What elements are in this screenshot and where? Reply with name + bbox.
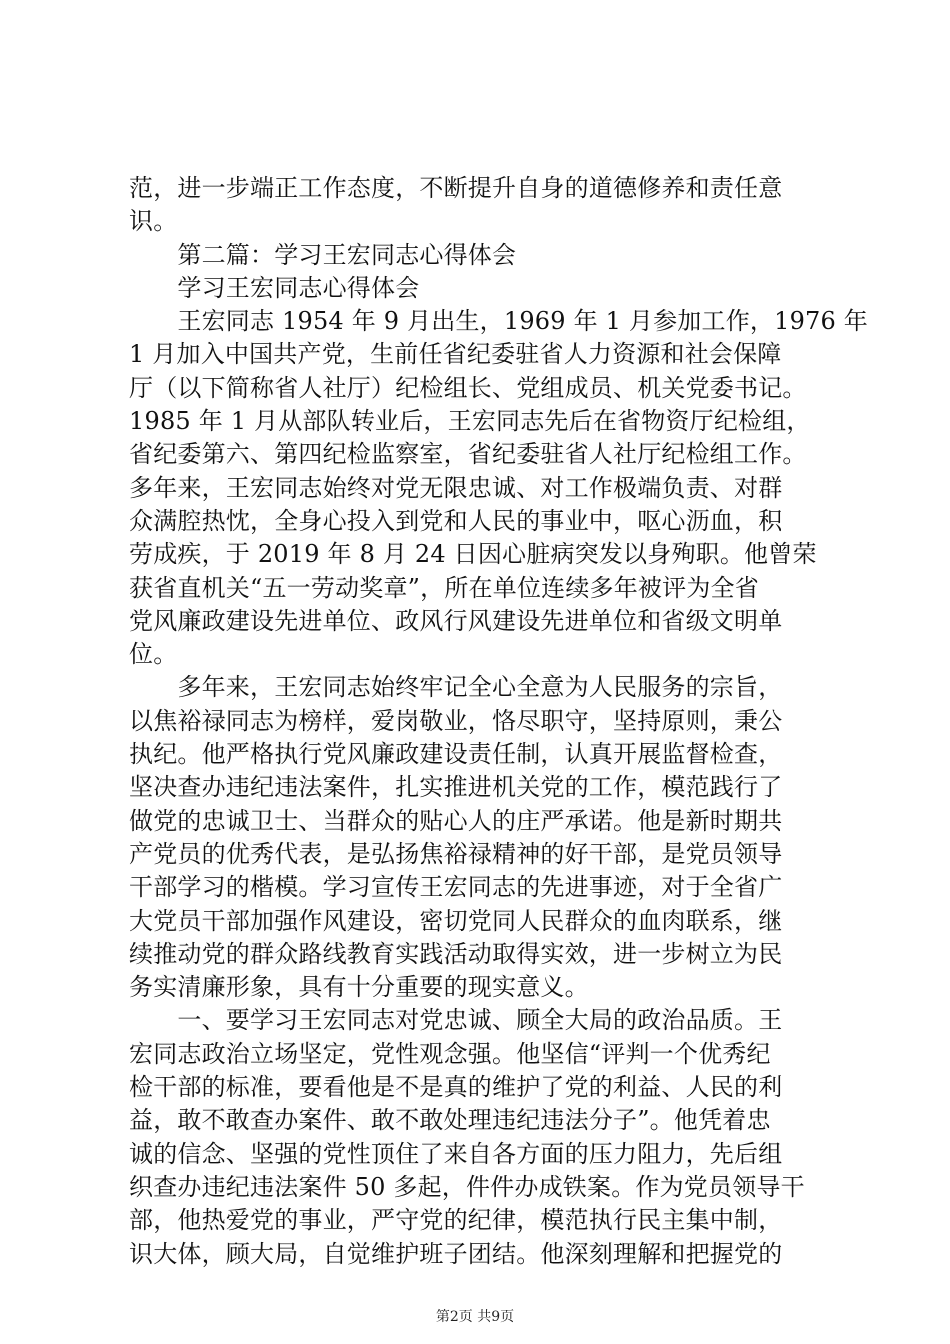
document-body [129,172,869,1271]
text-line: 诚的信念、坚强的党性顶住了来自各方面的压力阻力，先后组 [129,1139,783,1168]
text-line: 位。 [129,640,178,669]
text-line: 执纪。他严格执行党风廉政建设责任制，认真开展监督检查， [129,740,783,769]
text-line: 产党员的优秀代表，是弘扬焦裕禄精神的好干部，是党员领导 [129,839,783,868]
text-line: 厅（以下简称省人社厅）纪检组长、党组成员、机关党委书记。 [129,373,807,402]
text-line: 坚决查办违纪违法案件，扎实推进机关党的工作，模范践行了 [129,773,783,802]
text-line: 1 月加入中国共产党，生前任省纪委驻省人力资源和社会保障 [129,340,782,369]
text-line: 以焦裕禄同志为榜样，爱岗敬业，恪尽职守，坚持原则，秉公 [129,706,783,735]
text-line: 续推动党的群众路线教育实践活动取得实效，进一步树立为民 [129,939,783,968]
text-line: 省纪委第六、第四纪检监察室，省纪委驻省人社厅纪检组工作。 [129,440,807,469]
text-line: 识大体，顾大局，自觉维护班子团结。他深刻理解和把握党的 [129,1239,783,1268]
text-line: 一、要学习王宏同志对党忠诚、顾全大局的政治品质。王 [129,1006,783,1035]
text-line: 务实清廉形象，具有十分重要的现实意义。 [129,973,589,1002]
text-line: 1985 年 1 月从部队转业后，王宏同志先后在省物资厅纪检组， [129,407,811,436]
text-line: 众满腔热忱，全身心投入到党和人民的事业中，呕心沥血，积 [129,506,783,535]
text-line: 检干部的标准，要看他是不是真的维护了党的利益、人民的利 [129,1073,783,1102]
text-line: 王宏同志 1954 年 9 月出生，1969 年 1 月参加工作，1976 年 [129,307,869,336]
text-line: 干部学习的楷模。学习宣传王宏同志的先进事迹，对于全省广 [129,873,783,902]
text-line: 益，敢不敢查办案件、敢不敢处理违纪违法分子”。他凭着忠 [129,1106,771,1135]
text-line: 部，他热爱党的事业，严守党的纪律，模范执行民主集中制， [129,1206,783,1235]
text-line: 劳成疾，于 2019 年 8 月 24 日因心脏病突发以身殉职。他曾荣 [129,540,817,569]
text-line: 识。 [129,207,178,236]
text-line: 织查办违纪违法案件 50 多起，件件办成铁案。作为党员领导干 [129,1172,805,1201]
section-heading: 第二篇：学习王宏同志心得体会 [129,240,517,269]
article-title: 学习王宏同志心得体会 [129,273,420,302]
page-footer: 第2页 共9页 [435,1309,515,1325]
text-line: 党风廉政建设先进单位、政风行风建设先进单位和省级文明单 [129,606,783,635]
text-line: 大党员干部加强作风建设，密切党同人民群众的血肉联系，继 [129,906,783,935]
text-line: 多年来，王宏同志始终牢记全心全意为人民服务的宗旨， [129,673,783,702]
text-line: 多年来，王宏同志始终对党无限忠诚、对工作极端负责、对群 [129,473,783,502]
text-line: 获省直机关“五一劳动奖章”，所在单位连续多年被评为全省 [129,573,759,602]
text-line: 范，进一步端正工作态度，不断提升自身的道德修养和责任意 [129,174,783,202]
text-line: 做党的忠诚卫士、当群众的贴心人的庄严承诺。他是新时期共 [129,806,783,835]
text-line: 宏同志政治立场坚定，党性观念强。他坚信“评判一个优秀纪 [129,1039,771,1068]
